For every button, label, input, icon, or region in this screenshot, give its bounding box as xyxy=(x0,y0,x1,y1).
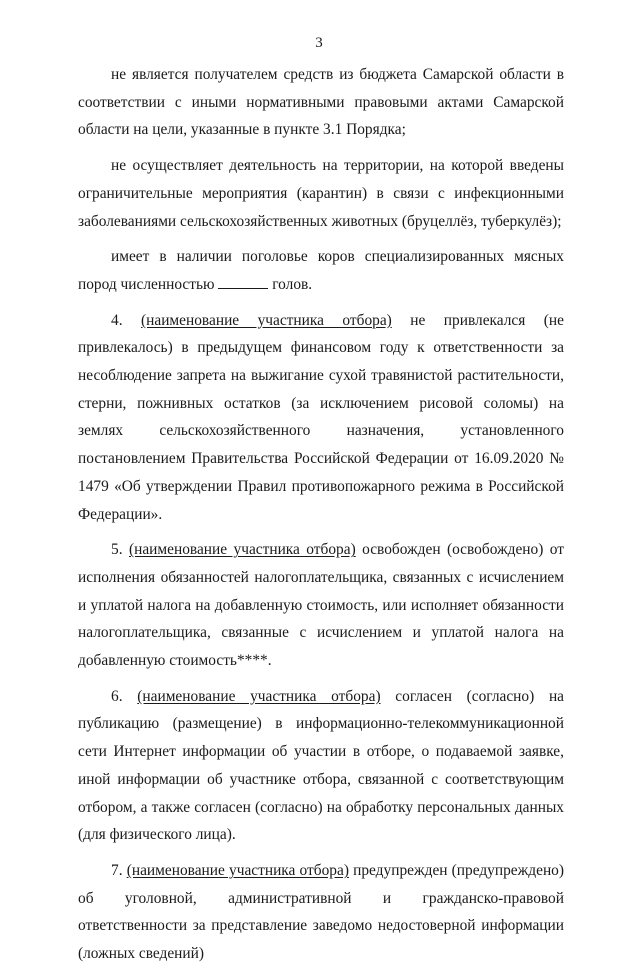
paragraph-5-number: 5. xyxy=(111,541,123,559)
livestock-unit: голов. xyxy=(272,275,313,293)
document-body xyxy=(78,61,564,968)
paragraph-4 xyxy=(78,307,564,529)
participant-name-placeholder: (наименование участника отбора) xyxy=(128,541,356,559)
paragraph-7 xyxy=(78,857,564,968)
page-number: 3 xyxy=(315,35,323,51)
paragraph-6 xyxy=(78,683,564,849)
paragraph-7-number: 7. xyxy=(111,861,123,879)
participant-name-placeholder: (наименование участника отбора) xyxy=(126,861,349,879)
livestock-text: имеет в наличии поголовье коров специализированных мясных пород численностью xyxy=(78,248,564,293)
paragraph-4-text: не привлекался (не привлекалось) в предыдущем финансовом году к ответственности за несоблюдение запрета на выжигание сухой травянистой растительности, стерни, пожнивных остатков (за исключением рисовой соломы) на землях сельскохозяйственного назначения, установленного постановлением Правительства Российской Федерации от 16.09.2020 № 1479 «Об утверждении Правил противопожарного режима в Российской Федерации». xyxy=(78,311,564,523)
participant-name-placeholder: (наименование участника отбора) xyxy=(137,687,381,705)
paragraph-6-text: согласен (согласно) на публикацию (размещение) в информационно-телекоммуникационной сети Интернет информации об участии в отборе, о подаваемой заявке, иной информации об участнике отбора, связанной с соответствующим отбором, а также согласен (согласно) на обработку персональных данных (для физического лица). xyxy=(78,687,565,844)
livestock-count-blank[interactable] xyxy=(218,274,268,289)
paragraph-5-text: освобожден (освобождено) от исполнения обязанностей налогоплательщика, связанных с исчислением и уплатой налога на добавленную стоимость, или исполняет обязанности налогоплательщика, связанные с исчислением и уплатой налога на добавленную стоимость****. xyxy=(78,541,564,670)
paragraph-no-quarantine: не осуществляет деятельность на территории, на которой введены ограничительные мероприятия (карантин) в связи с инфекционными заболеваниями сельскохозяйственных животных (бруцеллёз, туберкулёз); xyxy=(78,157,564,230)
participant-name-placeholder: (наименование участника отбора) xyxy=(141,311,392,329)
paragraph-6-number: 6. xyxy=(111,687,123,705)
paragraph-livestock-count xyxy=(78,243,564,298)
paragraph-7-text: предупрежден (предупреждено) об уголовной, административной и гражданско-правовой ответственности за представление заведомо недостоверной информации (ложных сведений) xyxy=(78,861,564,963)
paragraph-not-recipient: не является получателем средств из бюджета Самарской области в соответствии с иными нормативными правовыми актами Самарской области на цели, указанные в пункте 3.1 Порядка; xyxy=(78,66,564,139)
paragraph-4-number: 4. xyxy=(111,311,123,329)
paragraph-5 xyxy=(78,536,564,675)
